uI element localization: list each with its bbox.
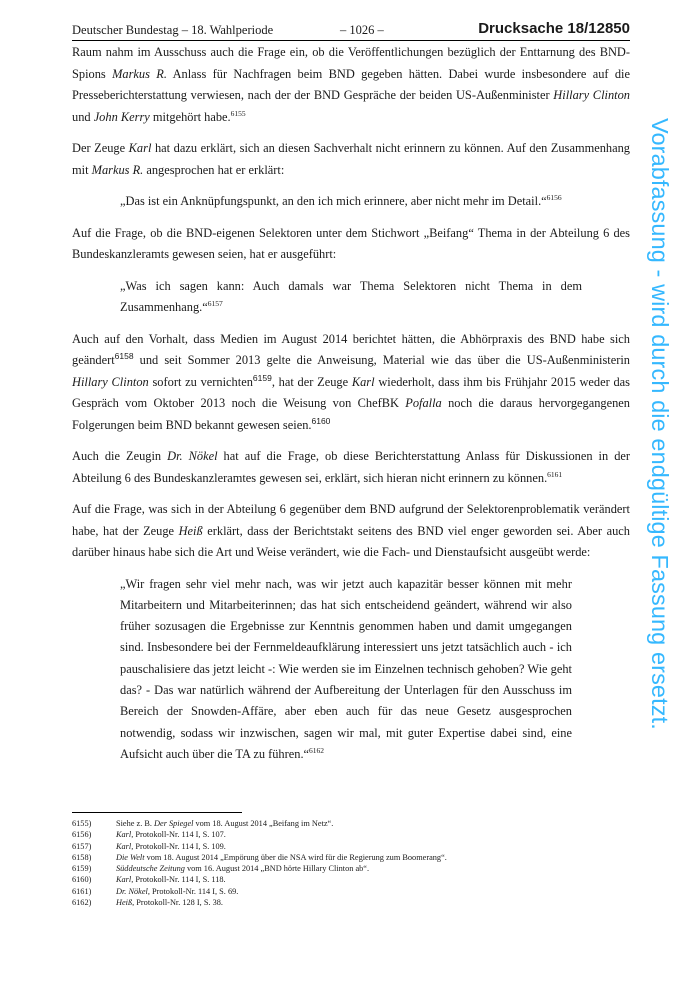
text-run: Auch die Zeugin (72, 449, 168, 463)
footnote (72, 841, 632, 852)
footnote-text (116, 829, 226, 840)
footnote-ref: 6156 (546, 193, 562, 202)
person-name: John Kerry (93, 109, 150, 124)
footnote-text (116, 874, 226, 885)
footnote-text (116, 886, 238, 897)
footnote-ref: 6159 (252, 372, 272, 383)
quote-text: „Das ist ein Anknüpfungspunkt, an den ich mich erinnere, aber nicht mehr im Detail.“ (120, 194, 547, 208)
source-name: Heiß (116, 898, 133, 908)
draft-watermark (642, 118, 686, 864)
footnote-text (116, 841, 226, 852)
footnote-text (116, 897, 223, 908)
page-header (72, 20, 630, 41)
footnote-number: 6158) (72, 852, 92, 862)
header-periode: Deutscher Bundestag – 18. Wahlperiode (72, 23, 274, 37)
footnote-divider (72, 812, 242, 813)
text-run: , Protokoll-Nr. 114 I, S. 118. (131, 875, 226, 885)
source-name: Der Spiegel (154, 819, 194, 828)
footnote-number: 6162) (72, 898, 92, 908)
watermark-text: Vorabfassung - wird durch die endgültige Fassung ersetzt. (647, 118, 673, 730)
paragraph-2 (72, 138, 630, 181)
source-name: Süddeutsche Zeitung (116, 864, 185, 874)
footnote-ref: 6161 (547, 469, 563, 479)
footnote (72, 886, 632, 897)
footnote-number: 6161) (72, 886, 92, 896)
footnote-ref: 6155 (230, 108, 246, 118)
footnotes (72, 818, 632, 908)
footnote (72, 897, 632, 908)
footnote (72, 852, 632, 863)
footnote-number: 6159) (72, 864, 92, 874)
footnote (72, 829, 632, 840)
person-name: Hillary Clinton (72, 374, 149, 389)
text-run: sofort zu vernichten (148, 374, 253, 389)
paragraph-5 (72, 446, 630, 489)
drucksache-number: 12850 (588, 20, 630, 37)
footnote-text (116, 818, 333, 829)
text-run: , Protokoll-Nr. 128 I, S. 38. (132, 898, 223, 908)
quote-3 (72, 574, 630, 766)
person-name: Markus R. (91, 162, 144, 177)
footnote (72, 863, 632, 874)
document-body (72, 42, 630, 775)
text-run: vom 18. August 2014 „Empörung über die NSA wird für die Regierung zum Boomerang“. (144, 852, 447, 862)
footnote (72, 874, 632, 885)
page-number: – 1026 – (340, 23, 384, 37)
person-name: Pofalla (405, 396, 442, 410)
text-run: hat auf die Frage, ob diese Berichterstattung Anlass für Diskussionen in der Abteilung 6 des Bundeskanzleramtes gewesen sei, erklärt, sich hieran nicht erinnern zu können. (72, 449, 631, 485)
person-name: Karl (351, 374, 375, 389)
drucksache-prefix: Drucksache 18/ (478, 20, 589, 37)
footnote-ref: 6157 (207, 299, 223, 308)
text-run: Auf die Frage, was sich in der Abteilung 6 gegenüber dem BND aufgrund der Selektorenproblematik verändert habe, hat der Zeuge (72, 502, 630, 538)
text-run: erklärt, dass der Berichtstakt seitens des BND viel enger geworden sei. Aber auch darüber hinaus habe sich die Art und Weise verändert, wie die Fach- und Dienstaufsicht ausgeübt werde: (72, 523, 631, 559)
paragraph-3: Auf die Frage, ob die BND-eigenen Selektoren unter dem Stichwort „Beifang“ Thema in der Abteilung 6 des Bundeskanzleramts gewesen seien, hat er ausgeführt: (72, 225, 630, 261)
paragraph-1 (72, 42, 630, 128)
footnote-text (116, 863, 369, 874)
source-name: Die Welt (116, 852, 145, 862)
footnote-text (116, 852, 447, 863)
person-name: Karl (128, 141, 152, 155)
quote-text: „Was ich sagen kann: Auch damals war Thema Selektoren nicht Thema in dem Zusammenhang.“ (120, 278, 582, 314)
text-run: vom 16. August 2014 „BND hörte Hillary Clinton ab“. (184, 864, 370, 874)
person-name: Heiß (178, 523, 203, 538)
text-run: wiederholt, dass ihm bis Frühjahr 2015 weder das Gespräch vom Oktober 2013 noch die Weisung von ChefBK (72, 374, 630, 410)
footnote-number: 6160) (72, 875, 92, 885)
text-run: mitgehört habe. (149, 109, 231, 124)
text-run: angesprochen hat er erklärt: (143, 162, 285, 177)
person-name: Markus R. (112, 66, 167, 81)
text-run: , Protokoll-Nr. 114 I, S. 69. (147, 886, 239, 896)
footnote-ref: 6160 (311, 415, 331, 426)
person-name: Hillary Clinton (553, 88, 630, 102)
text-run: Der Zeuge (72, 141, 129, 155)
text-run: , Protokoll-Nr. 114 I, S. 109. (131, 841, 226, 851)
text-run: und seit Sommer 2013 gelte die Anweisung, Material wie das über die US-Außenministerin (133, 353, 630, 367)
footnote-number: 6155) (72, 819, 92, 828)
text-run: Anlass für Nachfragen beim BND gegeben hätten. Dabei wurde insbesondere auf die Presseberichterstattung verwiesen, nach der der BND Gespräche der beiden US-Außenminister (72, 66, 630, 102)
source-name: Karl (116, 875, 132, 885)
quote-1 (72, 191, 630, 213)
text-run: und (72, 109, 94, 124)
paragraph-6 (72, 499, 630, 564)
drucksache-label (478, 20, 630, 37)
footnote-number: 6156) (72, 830, 92, 840)
text-run: , Protokoll-Nr. 114 I, S. 107. (131, 830, 226, 840)
quote-text: „Wir fragen sehr viel mehr nach, was wir jetzt auch kapazitär besser können mit mehr Mitarbeitern und Mitarbeiterinnen; das hat sich entscheidend geändert, während wir also früher sozusagen die Ergebnisse zur Kenntnis genommen haben und damit umgegangen sind. Insbesondere bei der Fernmeldeaufklärung interessiert uns jetzt tatsächlich auch - ich pauschalisiere das jetzt leicht -: Wie werden sie im Einzelnen technisch gehoben? Wie geht das? - Das war natürlich während der Aufbereitung der Unterlagen für den Ausschuss im Bereich der Snowden-Affäre, aber eben auch für das neue Gesetz ausgesprochen notwendig, sodass wir inzwischen, sagen wir mal, mit guter Expertise dabei sind, eine Aufsicht auch über die TA zu führen.“ (120, 576, 572, 761)
source-name: Karl (116, 841, 132, 851)
text-run: hat dazu erklärt, sich an diesen Sachverhalt nicht erinnern zu können. Auf den Zusammenhang mit (72, 141, 631, 177)
footnote-ref: 6162 (309, 745, 325, 755)
text-run: vom 18. August 2014 „Beifang im Netz“. (193, 819, 334, 828)
footnote-number: 6157) (72, 841, 92, 851)
text-run: Raum nahm im Ausschuss auch die Frage ein, ob die Veröffentlichungen bezüglich der Enttarnung des BND-Spions (72, 45, 630, 81)
source-name: Karl (116, 830, 132, 840)
text-run: noch die daraus hervorgegangenen Folgerungen beim BND bekannt gewesen seien. (72, 396, 630, 432)
text-run: Auch auf den Vorhalt, dass Medien im August 2014 berichtet hätten, die Abhörpraxis des BND habe sich geändert (72, 331, 630, 367)
paragraph-4 (72, 329, 630, 437)
footnote (72, 818, 632, 829)
text-run: Siehe z. B. (116, 819, 155, 828)
source-name: Dr. Nökel (116, 886, 148, 896)
quote-2 (72, 276, 630, 319)
footnote-ref: 6158 (114, 351, 134, 361)
person-name: Dr. Nökel (167, 449, 218, 463)
text-run: , hat der Zeuge (271, 374, 352, 389)
